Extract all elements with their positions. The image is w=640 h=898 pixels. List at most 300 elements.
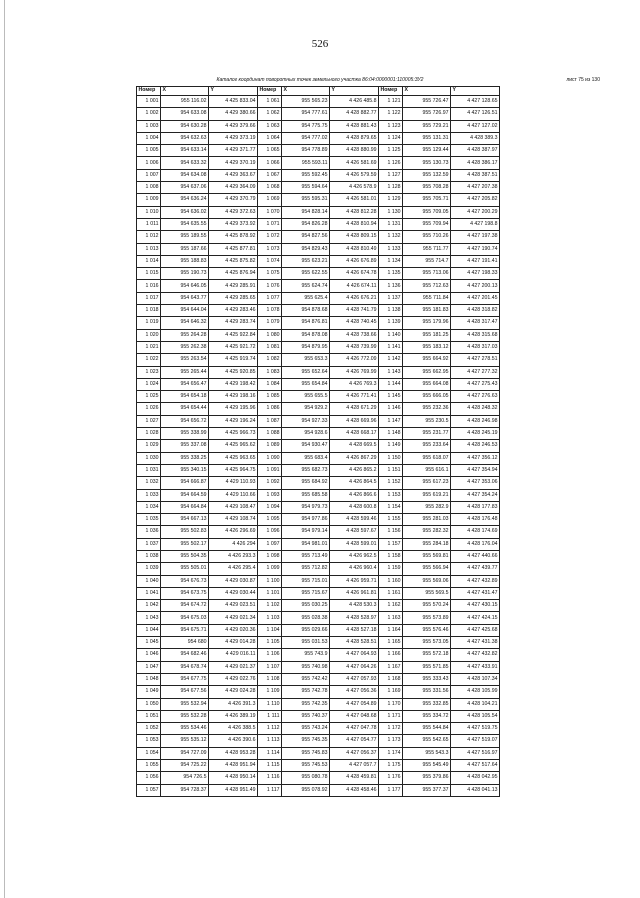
coord-y: 4 429 021.37 [209, 661, 258, 673]
header-y: Y [451, 87, 500, 96]
coord-y: 4 428 246.98 [451, 415, 500, 427]
coord-y: 4 427 047.78 [330, 723, 379, 735]
coord-x: 954 644.04 [161, 305, 209, 317]
point-number: 1 151 [379, 464, 403, 476]
coord-x: 955 028.38 [282, 612, 330, 624]
sheet-label: лист 75 из 130 [566, 77, 600, 83]
point-number: 1 154 [379, 501, 403, 513]
coord-y: 4 429 198.42 [209, 378, 258, 390]
table-row [137, 563, 500, 575]
coord-x: 955 709.94 [403, 218, 451, 230]
point-number: 1 030 [137, 452, 161, 464]
point-number: 1 117 [258, 784, 282, 796]
coord-y: 4 428 104.21 [451, 698, 500, 710]
coord-x: 955 334.72 [403, 710, 451, 722]
table-row [137, 317, 500, 329]
table-row [137, 96, 500, 108]
coord-x: 955 031.53 [282, 637, 330, 649]
point-number: 1 089 [258, 440, 282, 452]
coord-y: 4 427 207.38 [451, 182, 500, 194]
coord-y: 4 427 127.02 [451, 120, 500, 132]
point-number: 1 081 [258, 341, 282, 353]
table-row [137, 218, 500, 230]
point-number: 1 144 [379, 378, 403, 390]
coord-y: 4 428 812.28 [330, 206, 379, 218]
coord-x: 955 029.66 [282, 624, 330, 636]
table-row [137, 514, 500, 526]
coord-y: 4 429 283.46 [209, 305, 258, 317]
table-row [137, 132, 500, 144]
coord-x: 954 979.14 [282, 526, 330, 538]
coord-y: 4 429 283.74 [209, 317, 258, 329]
point-number: 1 129 [379, 194, 403, 206]
coord-y: 4 425 964.75 [209, 464, 258, 476]
coord-x: 954 878.08 [282, 329, 330, 341]
point-number: 1 069 [258, 194, 282, 206]
coord-y: 4 429 196.24 [209, 415, 258, 427]
coord-x: 955 715.67 [282, 587, 330, 599]
coord-x: 954 656.47 [161, 378, 209, 390]
coord-x: 954 928.6 [282, 428, 330, 440]
coord-x: 955 743.9 [282, 649, 330, 661]
point-number: 1 107 [258, 661, 282, 673]
coord-y: 4 429 285.91 [209, 280, 258, 292]
coord-x: 955 745.53 [282, 760, 330, 772]
table-row [137, 391, 500, 403]
coord-y: 4 426 771.41 [330, 391, 379, 403]
table-row [137, 194, 500, 206]
coord-y: 4 428 317.03 [451, 341, 500, 353]
coord-y: 4 429 022.76 [209, 673, 258, 685]
point-number: 1 173 [379, 735, 403, 747]
point-number: 1 033 [137, 489, 161, 501]
point-number: 1 068 [258, 182, 282, 194]
coord-y: 4 427 057.7 [330, 760, 379, 772]
coord-x: 955 505.01 [161, 563, 209, 575]
point-number: 1 011 [137, 218, 161, 230]
point-number: 1 101 [258, 587, 282, 599]
coord-x: 955 181.83 [403, 305, 451, 317]
coord-y: 4 427 517.64 [451, 760, 500, 772]
coord-y: 4 426 865.2 [330, 464, 379, 476]
coord-x: 954 673.75 [161, 587, 209, 599]
table-header-row [137, 87, 500, 96]
coord-y: 4 429 198.16 [209, 391, 258, 403]
coord-x: 954 828.14 [282, 206, 330, 218]
coord-x: 955 740.98 [282, 661, 330, 673]
coord-y: 4 425 922.84 [209, 329, 258, 341]
point-number: 1 050 [137, 698, 161, 710]
point-number: 1 098 [258, 550, 282, 562]
coord-x: 954 826.28 [282, 218, 330, 230]
coord-x: 954 636.24 [161, 194, 209, 206]
coord-x: 954 674.72 [161, 600, 209, 612]
coord-y: 4 429 195.96 [209, 403, 258, 415]
point-number: 1 103 [258, 612, 282, 624]
point-number: 1 125 [379, 145, 403, 157]
coord-x: 955 337.08 [161, 440, 209, 452]
coord-y: 4 427 057.93 [330, 673, 379, 685]
point-number: 1 134 [379, 255, 403, 267]
point-number: 1 054 [137, 747, 161, 759]
table-row [137, 440, 500, 452]
coord-x: 955 710.26 [403, 231, 451, 243]
point-number: 1 094 [258, 501, 282, 513]
coord-y: 4 427 198.33 [451, 268, 500, 280]
coord-y: 4 427 439.77 [451, 563, 500, 575]
coord-y: 4 429 373.92 [209, 218, 258, 230]
coord-y: 4 428 528.51 [330, 637, 379, 649]
coord-y: 4 427 054.89 [330, 698, 379, 710]
point-number: 1 111 [258, 710, 282, 722]
coord-x: 955 284.18 [403, 538, 451, 550]
coord-x: 954 634.08 [161, 169, 209, 181]
coord-x: 955 281.03 [403, 514, 451, 526]
coord-x: 954 726.5 [161, 772, 209, 784]
point-number: 1 095 [258, 514, 282, 526]
coord-y: 4 429 014.28 [209, 637, 258, 649]
coord-y: 4 429 020.36 [209, 624, 258, 636]
coord-y: 4 428 176.48 [451, 514, 500, 526]
table-row [137, 354, 500, 366]
coord-y: 4 428 668.17 [330, 428, 379, 440]
coord-y: 4 429 285.65 [209, 292, 258, 304]
coord-y: 4 428 041.13 [451, 784, 500, 796]
coord-y: 4 426 864.5 [330, 477, 379, 489]
coord-x: 955 532.94 [161, 698, 209, 710]
point-number: 1 045 [137, 637, 161, 649]
coord-x: 955 576.46 [403, 624, 451, 636]
coord-y: 4 426 960.4 [330, 563, 379, 575]
point-number: 1 084 [258, 378, 282, 390]
coord-y: 4 428 809.15 [330, 231, 379, 243]
table-row [137, 637, 500, 649]
coord-x: 955 504.35 [161, 550, 209, 562]
point-number: 1 140 [379, 329, 403, 341]
coord-x: 954 666.87 [161, 477, 209, 489]
coord-y: 4 428 740.45 [330, 317, 379, 329]
table-row [137, 268, 500, 280]
coord-x: 955 566.94 [403, 563, 451, 575]
point-number: 1 142 [379, 354, 403, 366]
point-number: 1 124 [379, 132, 403, 144]
table-row [137, 169, 500, 181]
coord-y: 4 427 433.91 [451, 661, 500, 673]
coord-x: 955 711.84 [403, 292, 451, 304]
coord-x: 955 338.25 [161, 452, 209, 464]
point-number: 1 053 [137, 735, 161, 747]
coord-y: 4 428 386.17 [451, 157, 500, 169]
point-number: 1 175 [379, 760, 403, 772]
header-x: X [403, 87, 451, 96]
coord-x: 954 675.03 [161, 612, 209, 624]
coord-x: 955 592.45 [282, 169, 330, 181]
coord-x: 954 682.46 [161, 649, 209, 661]
coord-y: 4 428 176.04 [451, 538, 500, 550]
coord-x: 954 646.32 [161, 317, 209, 329]
point-number: 1 079 [258, 317, 282, 329]
point-number: 1 055 [137, 760, 161, 772]
table-row [137, 305, 500, 317]
coord-y: 4 428 530.3 [330, 600, 379, 612]
point-number: 1 139 [379, 317, 403, 329]
coord-x: 955 625.4 [282, 292, 330, 304]
coord-x: 955 573.89 [403, 612, 451, 624]
point-number: 1 092 [258, 477, 282, 489]
coord-x: 955 712.82 [282, 563, 330, 575]
point-number: 1 057 [137, 784, 161, 796]
coord-y: 4 427 440.66 [451, 550, 500, 562]
coord-y: 4 427 198.8 [451, 218, 500, 230]
coord-x: 955 543.3 [403, 747, 451, 759]
table-row [137, 772, 500, 784]
point-number: 1 038 [137, 550, 161, 562]
table-row [137, 587, 500, 599]
coord-x: 955 078.92 [282, 784, 330, 796]
coord-x: 954 654.44 [161, 403, 209, 415]
coord-x: 955 231.77 [403, 428, 451, 440]
coord-x: 955 745.35 [282, 735, 330, 747]
coord-x: 954 635.55 [161, 218, 209, 230]
coord-y: 4 428 951.94 [209, 760, 258, 772]
point-number: 1 145 [379, 391, 403, 403]
table-row [137, 452, 500, 464]
coord-y: 4 427 516.97 [451, 747, 500, 759]
coord-x: 955 711.77 [403, 243, 451, 255]
point-number: 1 112 [258, 723, 282, 735]
table-row [137, 403, 500, 415]
point-number: 1 149 [379, 440, 403, 452]
coord-x: 955 595.31 [282, 194, 330, 206]
point-number: 1 024 [137, 378, 161, 390]
coord-x: 955 129.44 [403, 145, 451, 157]
coord-x: 955 532.28 [161, 710, 209, 722]
coord-x: 954 725.22 [161, 760, 209, 772]
point-number: 1 012 [137, 231, 161, 243]
coord-y: 4 427 425.68 [451, 624, 500, 636]
table-row [137, 120, 500, 132]
coord-x: 955 714.7 [403, 255, 451, 267]
point-number: 1 019 [137, 317, 161, 329]
table-row [137, 600, 500, 612]
coord-y: 4 425 878.92 [209, 231, 258, 243]
point-number: 1 170 [379, 698, 403, 710]
coord-x: 955 544.84 [403, 723, 451, 735]
coord-y: 4 429 021.34 [209, 612, 258, 624]
point-number: 1 169 [379, 686, 403, 698]
table-row [137, 538, 500, 550]
coord-y: 4 429 370.19 [209, 157, 258, 169]
coord-y: 4 428 879.65 [330, 132, 379, 144]
point-number: 1 088 [258, 428, 282, 440]
point-number: 1 049 [137, 686, 161, 698]
coord-x: 955 653.3 [282, 354, 330, 366]
table-caption: Каталог координат поворотных точек земельного участка 86:04:0000001:110005:ЗУ2 [216, 77, 424, 83]
coord-y: 4 426 769.3 [330, 378, 379, 390]
table-row [137, 415, 500, 427]
coord-x: 954 636.02 [161, 206, 209, 218]
coord-y: 4 428 669.5 [330, 440, 379, 452]
coord-y: 4 426 674.78 [330, 268, 379, 280]
coord-y: 4 427 205.82 [451, 194, 500, 206]
table-row [137, 747, 500, 759]
coord-x: 954 775.75 [282, 120, 330, 132]
coord-x: 955 712.63 [403, 280, 451, 292]
coord-y: 4 426 674.11 [330, 280, 379, 292]
table-row [137, 464, 500, 476]
coord-y: 4 428 882.77 [330, 108, 379, 120]
coord-y: 4 427 519.07 [451, 735, 500, 747]
coordinates-table [136, 86, 500, 797]
coord-x: 955 742.42 [282, 673, 330, 685]
coord-x: 954 981.01 [282, 538, 330, 550]
coord-y: 4 427 432.82 [451, 649, 500, 661]
point-number: 1 090 [258, 452, 282, 464]
coord-y: 4 426 769.99 [330, 366, 379, 378]
coord-x: 954 633.08 [161, 108, 209, 120]
coord-x: 954 827.56 [282, 231, 330, 243]
coord-y: 4 429 108.74 [209, 514, 258, 526]
coord-y: 4 425 875.82 [209, 255, 258, 267]
coord-y: 4 428 245.19 [451, 428, 500, 440]
point-number: 1 035 [137, 514, 161, 526]
point-number: 1 153 [379, 489, 403, 501]
point-number: 1 003 [137, 120, 161, 132]
coord-x: 955 743.24 [282, 723, 330, 735]
point-number: 1 100 [258, 575, 282, 587]
point-number: 1 077 [258, 292, 282, 304]
coord-x: 954 829.43 [282, 243, 330, 255]
coord-y: 4 428 387.51 [451, 169, 500, 181]
point-number: 1 082 [258, 354, 282, 366]
point-number: 1 105 [258, 637, 282, 649]
coord-x: 955 331.56 [403, 686, 451, 698]
coord-x: 955 080.78 [282, 772, 330, 784]
coord-y: 4 425 877.81 [209, 243, 258, 255]
coord-y: 4 425 833.04 [209, 96, 258, 108]
coord-x: 955 130.73 [403, 157, 451, 169]
point-number: 1 044 [137, 624, 161, 636]
point-number: 1 047 [137, 661, 161, 673]
coord-y: 4 426 676.89 [330, 255, 379, 267]
table-row [137, 182, 500, 194]
coord-x: 954 654.18 [161, 391, 209, 403]
header-x: X [282, 87, 330, 96]
table-row [137, 760, 500, 772]
point-number: 1 075 [258, 268, 282, 280]
coord-x: 955 666.05 [403, 391, 451, 403]
coord-x: 954 728.37 [161, 784, 209, 796]
point-number: 1 171 [379, 710, 403, 722]
point-number: 1 074 [258, 255, 282, 267]
coord-x: 955 715.01 [282, 575, 330, 587]
coord-y: 4 429 371.77 [209, 145, 258, 157]
point-number: 1 073 [258, 243, 282, 255]
point-number: 1 046 [137, 649, 161, 661]
table-row [137, 477, 500, 489]
point-number: 1 037 [137, 538, 161, 550]
coord-x: 955 664.92 [403, 354, 451, 366]
coord-y: 4 427 519.75 [451, 723, 500, 735]
point-number: 1 110 [258, 698, 282, 710]
coord-y: 4 427 064.93 [330, 649, 379, 661]
point-number: 1 080 [258, 329, 282, 341]
coord-y: 4 425 963.65 [209, 452, 258, 464]
point-number: 1 085 [258, 391, 282, 403]
header-x: X [161, 87, 209, 96]
coord-x: 954 977.86 [282, 514, 330, 526]
point-number: 1 152 [379, 477, 403, 489]
point-number: 1 150 [379, 452, 403, 464]
point-number: 1 026 [137, 403, 161, 415]
coord-y: 4 428 105.54 [451, 710, 500, 722]
table-row [137, 661, 500, 673]
point-number: 1 023 [137, 366, 161, 378]
page-number: 526 [311, 38, 329, 50]
point-number: 1 123 [379, 120, 403, 132]
coord-y: 4 427 431.38 [451, 637, 500, 649]
coord-y: 4 425 919.74 [209, 354, 258, 366]
coord-y: 4 426 485.8 [330, 96, 379, 108]
point-number: 1 005 [137, 145, 161, 157]
point-number: 1 127 [379, 169, 403, 181]
table-row [137, 329, 500, 341]
coord-x: 955 569.5 [403, 587, 451, 599]
coord-y: 4 427 354.24 [451, 489, 500, 501]
coord-x: 955 183.12 [403, 341, 451, 353]
coord-y: 4 425 966.73 [209, 428, 258, 440]
coord-x: 955 379.86 [403, 772, 451, 784]
table-row [137, 575, 500, 587]
point-number: 1 114 [258, 747, 282, 759]
table-row [137, 698, 500, 710]
point-number: 1 066 [258, 157, 282, 169]
coord-y: 4 428 315.68 [451, 329, 500, 341]
coord-y: 4 429 030.44 [209, 587, 258, 599]
coord-y: 4 427 354.94 [451, 464, 500, 476]
coord-y: 4 427 277.32 [451, 366, 500, 378]
coord-y: 4 426 388.5 [209, 723, 258, 735]
coord-x: 955 333.43 [403, 673, 451, 685]
point-number: 1 034 [137, 501, 161, 513]
point-number: 1 131 [379, 218, 403, 230]
point-number: 1 167 [379, 661, 403, 673]
table-row [137, 243, 500, 255]
point-number: 1 041 [137, 587, 161, 599]
point-number: 1 172 [379, 723, 403, 735]
coord-y: 4 428 246.53 [451, 440, 500, 452]
coord-x: 955 030.25 [282, 600, 330, 612]
coord-y: 4 429 373.19 [209, 132, 258, 144]
coord-y: 4 428 597.67 [330, 526, 379, 538]
coord-y: 4 428 105.99 [451, 686, 500, 698]
coord-y: 4 427 200.13 [451, 280, 500, 292]
coord-y: 4 429 370.79 [209, 194, 258, 206]
coord-y: 4 427 064.26 [330, 661, 379, 673]
coord-y: 4 426 581.69 [330, 157, 379, 169]
coord-y: 4 427 056.36 [330, 686, 379, 698]
coord-y: 4 427 353.06 [451, 477, 500, 489]
table-row [137, 686, 500, 698]
point-number: 1 091 [258, 464, 282, 476]
coord-y: 4 429 363.67 [209, 169, 258, 181]
point-number: 1 031 [137, 464, 161, 476]
point-number: 1 143 [379, 366, 403, 378]
coord-x: 955 713.06 [403, 268, 451, 280]
point-number: 1 018 [137, 305, 161, 317]
coord-x: 955 740.37 [282, 710, 330, 722]
coord-x: 954 929.2 [282, 403, 330, 415]
